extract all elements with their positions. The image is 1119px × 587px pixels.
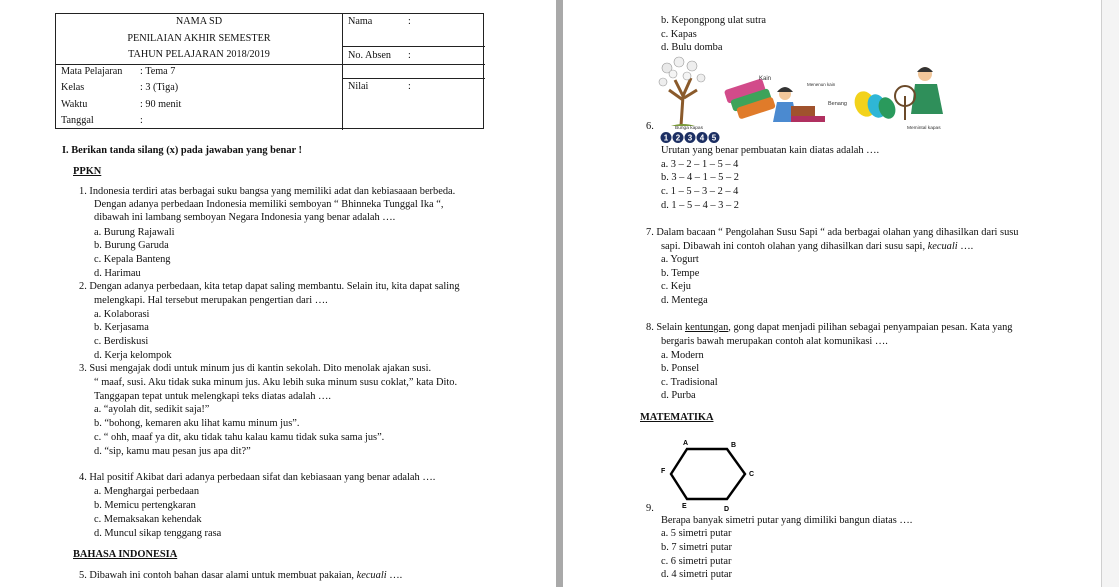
field-value: : 90 menit [140,99,182,110]
section-ppkn: PPKN [73,166,102,177]
vertex-label: F [661,468,666,475]
option: c. 1 – 5 – 3 – 2 – 4 [661,186,739,197]
option: d. 4 simetri putar [661,569,732,580]
page-gutter [556,0,563,587]
option: b. Kerjasama [94,322,149,333]
spinning-person-icon [895,67,943,120]
step-number: 2 [675,133,681,143]
nilai-label: Nilai [348,81,369,92]
vertex-label: B [731,442,737,449]
label-benang: Benang [828,101,847,107]
option: b. Kepongpong ulat sutra [661,15,767,26]
option: c. Tradisional [661,377,718,388]
option: d. Purba [661,390,696,401]
label-memintal: Memintal kapas [907,126,941,131]
school-name: NAMA SD [175,16,223,27]
question-1-line: dibawah ini lambang semboyan Negara Indonesia yang benar adalah …. [94,212,396,223]
question-7-line: sapi. Dibawah ini contoh olahan yang dihasilkan dari susu sapi, kecuali …. [661,241,974,252]
question-3-line: “ maaf, susi. Aku tidak suka minum jus. Aku lebih suka minum susu coklat,” kata Dito. [94,377,458,388]
option: d. Kerja kelompok [94,350,172,361]
exam-title: PENILAIAN AKHIR SEMESTER [127,33,271,44]
step-number: 4 [699,133,705,143]
step-badges [660,131,720,144]
field-label: Waktu [61,99,88,110]
option: d. “sip, kamu mau pesan jus apa dit?” [94,446,251,457]
option: c. Memaksakan kehendak [94,514,202,525]
question-9-text: Berapa banyak simetri putar yang dimiliki bangun diatas …. [661,515,913,526]
cloth-making-illustration [657,56,957,132]
option: a. “ayolah dit, sedikit saja!” [94,404,210,415]
option: b. Ponsel [661,363,700,374]
question-9-number: 9. [646,503,654,514]
step-number: 3 [687,133,693,143]
question-6-number: 6. [646,121,654,132]
question-7-line: 7. Dalam bacaan “ Pengolahan Susu Sapi “ ada berbagai olahan yang dihasilkan dari susu [646,227,1019,238]
option: c. “ ohh, maaf ya dit, aku tidak tahu kalau kamu tidak suka sama jus”. [94,432,385,443]
question-1-line: Dengan adanya perbedaan Indonesia memiliki semboyan “ Bhinneka Tunggal Ika “, [94,199,444,210]
question-2-line: 2. Dengan adanya perbedaan, kita tetap dapat saling membantu. Selain itu, kita dapat saling [79,281,460,292]
question-3-line: Tanggapan tepat untuk melengkapi teks diatas adalah …. [94,391,332,402]
option: b. Burung Garuda [94,240,169,251]
nama-label: Nama [348,16,373,27]
field-value: : [140,115,143,126]
hexagon-figure [661,436,767,514]
option: b. “bohong, kemaren aku lihat kamu minum jus”. [94,418,300,429]
label-menenun: Menenun kain [807,82,836,87]
vertex-label: C [749,471,755,478]
instruction: I. Berikan tanda silang (x) pada jawaban yang benar ! [62,145,302,156]
identity-table [55,13,484,129]
document-page-left [0,0,556,587]
step-number: 5 [711,133,717,143]
absen-colon: : [408,50,411,61]
option: c. Kepala Banteng [94,254,171,265]
cotton-tree-icon [659,57,705,126]
field-value: : 3 (Tiga) [140,82,179,93]
question-8-line: bergaris bawah merupakan contoh alat komunikasi …. [661,336,888,347]
weaving-person-icon [773,87,825,122]
question-8-line: 8. Selain kentungan, gong dapat menjadi pilihan sebagai penyampaian pesan. Kata yang [646,322,1013,333]
option: d. Harimau [94,268,141,279]
field-value: : Tema 7 [140,66,176,77]
option: c. Berdiskusi [94,336,149,347]
section-bahasa-indonesia: BAHASA INDONESIA [73,549,178,560]
label-bunga-kapas: Bunga kapas [675,126,704,131]
option: a. Kolaborasi [94,309,150,320]
absen-label: No. Absen [348,50,392,61]
option: b. Tempe [661,268,700,279]
field-label: Tanggal [61,115,94,126]
yarn-spools-icon [851,88,898,121]
question-4-line: 4. Hal positif Akibat dari adanya perbedaan sifat dan kebiasaan yang benar adalah …. [79,472,436,483]
option: d. Mentega [661,295,708,306]
option: d. 1 – 5 – 4 – 3 – 2 [661,200,739,211]
fabric-rolls-icon [724,78,776,119]
school-year: TAHUN PELAJARAN 2018/2019 [128,49,270,60]
option: a. Yogurt [661,254,699,265]
vertex-label: A [683,440,689,447]
option: a. 5 simetri putar [661,528,732,539]
question-2-line: melengkapi. Hal tersebut merupakan pengertian dari …. [94,295,328,306]
option: a. Burung Rajawali [94,227,175,238]
option: c. Keju [661,281,692,292]
question-5-line: 5. Dibawah ini contoh bahan dasar alami untuk membuat pakaian, kecuali …. [79,570,403,581]
option: c. 6 simetri putar [661,556,732,567]
question-3-line: 3. Susi mengajak dodi untuk minum jus di kantin sekolah. Dito menolak ajakan susi. [79,363,432,374]
hexagon-shape [671,449,745,499]
option: c. Kapas [661,29,697,40]
option: b. 7 simetri putar [661,542,732,553]
step-number: 1 [663,133,669,143]
option: a. Menghargai perbedaan [94,486,200,497]
nama-colon: : [408,16,411,27]
vertex-label: E [682,503,687,510]
label-kain: Kain [759,76,772,82]
question-1-line: 1. Indonesia terdiri atas berbagai suku bangsa yang memiliki adat dan kebiasaaan berbeda. [79,186,456,197]
option: b. 3 – 4 – 1 – 5 – 2 [661,172,739,183]
section-matematika: MATEMATIKA [640,412,714,423]
field-label: Kelas [61,82,85,93]
vertex-label: D [724,506,730,513]
option: a. 3 – 2 – 1 – 5 – 4 [661,159,739,170]
option: a. Modern [661,350,704,361]
scrollbar-area[interactable] [1101,0,1119,587]
document-page-right [563,0,1101,587]
option: d. Muncul sikap tenggang rasa [94,528,222,539]
nilai-colon: : [408,81,411,92]
option: d. Bulu domba [661,42,723,53]
option: b. Memicu pertengkaran [94,500,196,511]
field-label: Mata Pelajaran [61,66,123,77]
question-6-text: Urutan yang benar pembuatan kain diatas adalah …. [661,145,880,156]
